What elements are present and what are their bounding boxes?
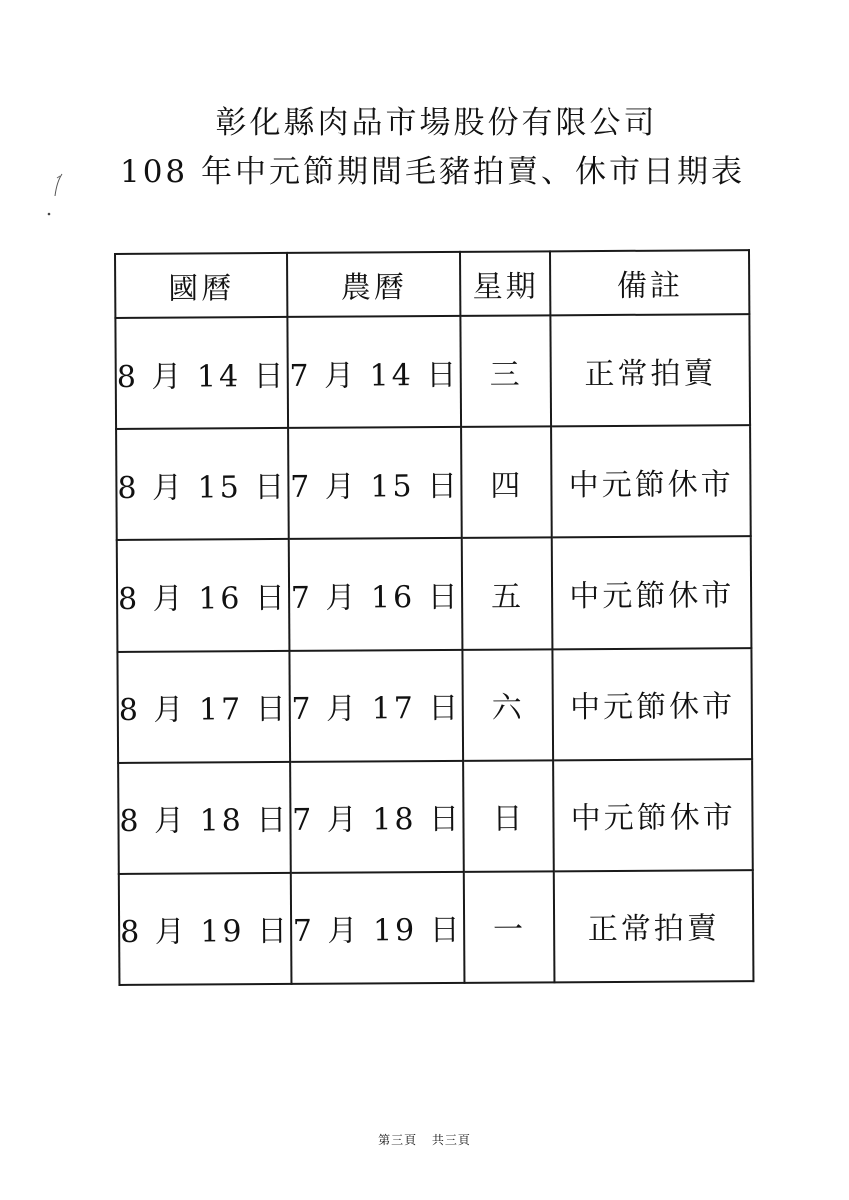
cell-remarks: 中元節休市 — [552, 425, 751, 537]
cell-solar-date: 8 月 18 日 — [118, 762, 291, 874]
cell-weekday: 日 — [464, 760, 555, 872]
header-lunar-date: 農曆 — [287, 252, 461, 317]
cell-solar-date: 8 月 15 日 — [116, 428, 289, 540]
header-weekday: 星期 — [460, 251, 550, 316]
cell-lunar-date: 7 月 18 日 — [290, 761, 464, 873]
cell-weekday: 三 — [461, 315, 552, 427]
cell-solar-date: 8 月 19 日 — [119, 873, 292, 985]
table-row — [118, 759, 753, 874]
cell-solar-date: 8 月 17 日 — [117, 650, 290, 762]
table-row — [119, 870, 754, 985]
cell-lunar-date: 7 月 19 日 — [291, 872, 465, 984]
cell-lunar-date: 7 月 15 日 — [288, 427, 462, 539]
cell-remarks: 中元節休市 — [553, 648, 752, 760]
table-row — [115, 314, 750, 429]
cell-remarks: 正常拍賣 — [551, 314, 750, 426]
cell-solar-date: 8 月 16 日 — [117, 539, 290, 651]
table-row — [117, 536, 752, 651]
cell-lunar-date: 7 月 17 日 — [289, 649, 463, 761]
table-header-row — [115, 250, 749, 318]
table-row — [116, 425, 751, 540]
cell-remarks: 中元節休市 — [554, 759, 753, 871]
cell-lunar-date: 7 月 14 日 — [287, 316, 461, 428]
page-number-footer: 第三頁 共三頁 — [378, 1133, 471, 1147]
table-row — [117, 648, 752, 763]
cell-lunar-date: 7 月 16 日 — [289, 538, 463, 650]
schedule-table — [114, 249, 754, 986]
header-solar-date: 國曆 — [115, 253, 287, 318]
scan-mark — [44, 170, 66, 220]
header-remarks: 備註 — [550, 250, 749, 315]
cell-weekday: 四 — [461, 427, 552, 539]
cell-remarks: 正常拍賣 — [554, 870, 753, 982]
cell-solar-date: 8 月 14 日 — [115, 317, 288, 429]
cell-weekday: 六 — [463, 649, 554, 761]
cell-weekday: 五 — [462, 538, 553, 650]
cell-weekday: 一 — [464, 871, 555, 983]
schedule-title: 108 年中元節期間毛豬拍賣、休市日期表 — [119, 154, 746, 190]
cell-remarks: 中元節休市 — [552, 536, 751, 648]
company-title: 彰化縣肉品市場股份有限公司 — [215, 105, 658, 141]
